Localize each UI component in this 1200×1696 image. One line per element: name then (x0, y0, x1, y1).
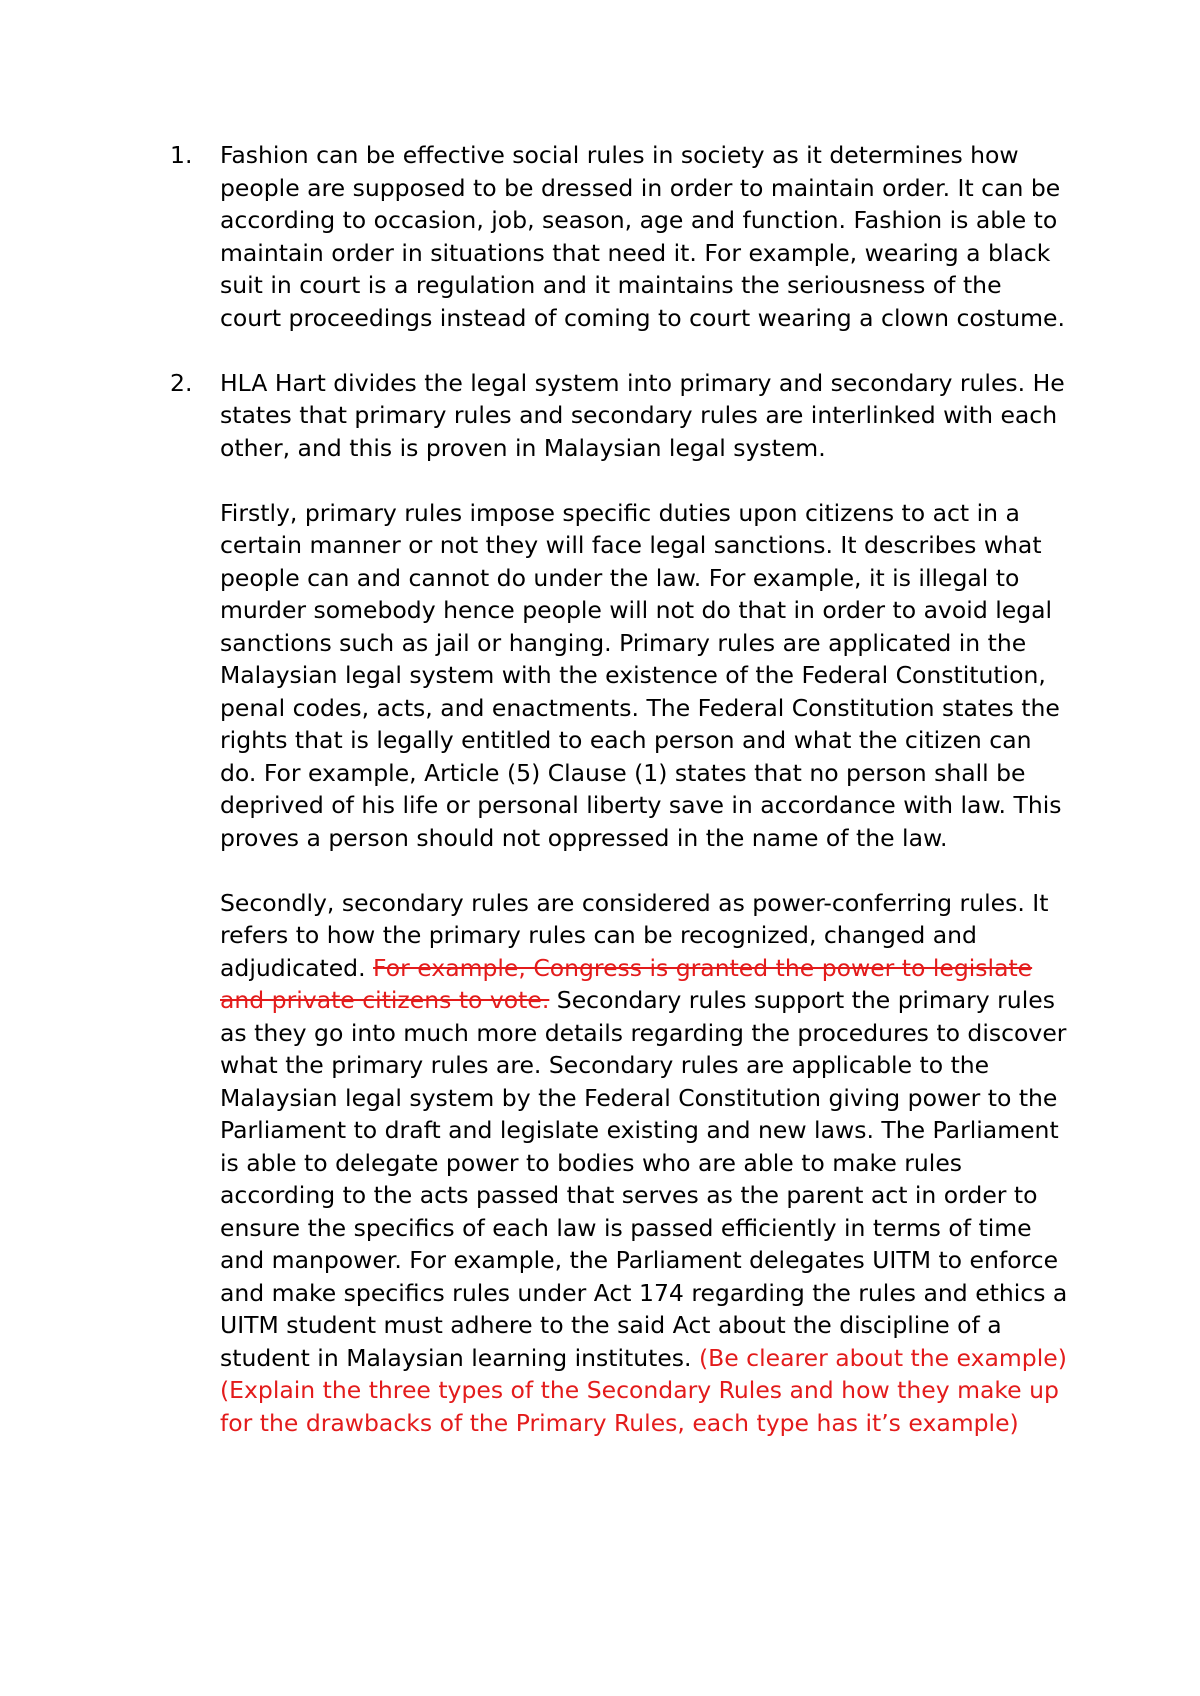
hart-intro-paragraph: HLA Hart divides the legal system into primary and secondary rules. He states that primary rules and secondary rules are interlinked with each other, and this is proven in Malaysian legal system. (220, 368, 1065, 462)
reviewer-comment: (Be clearer about the example) (Explain the three types of the Secondary Rules and how they make up for the drawbacks of the Primary Rules, each type has it’s example) (220, 1343, 1067, 1437)
secondary-rules-text-after: Secondary rules support the primary rules as they go into much more details regarding the procedures to discover what the primary rules are. Secondary rules are applicable to the Malaysian legal system by the Federal Constitution giving power to the Parliament to draft and legislate existing and new laws. The Parliament is able to delegate power to bodies who are able to make rules according to the acts passed that serves as the parent act in order to ensure the specifics of each law is passed efficiently in terms of time and manpower. For example, the Parliament delegates UITM to enforce and make specifics rules under Act 174 regarding the rules and ethics a UITM student must adhere to the said Act about the discipline of a student in Malaysian learning institutes. (220, 986, 1068, 1372)
primary-rules-paragraph: Firstly, primary rules impose specific duties upon citizens to act in a certain manner or not they will face legal sanctions. It describes what people can and cannot do under the law. For example, it is illegal to murder somebody hence people will not do that in order to avoid legal sanctions such as jail or hanging. Primary rules are applicated in the Malaysian legal system with the existence of the Federal Constitution, penal codes, acts, and enactments. The Federal Constitution states the rights that is legally entitled to each person and what the citizen can do. For example, Article (5) Clause (1) states that no person shall be deprived of his life or personal liberty save in accordance with law. This proves a person should not oppressed in the name of the law. (220, 498, 1062, 852)
secondary-rules-paragraph (220, 887, 1070, 1440)
list-item-2 (170, 367, 1070, 1440)
list-number: 1. (170, 141, 193, 169)
struck-through-text: For example, Congress is granted the power to legislate and private citizens to vote. (220, 953, 1033, 1014)
fashion-paragraph: Fashion can be effective social rules in society as it determines how people are supposed to be dressed in order to maintain order. It can be according to occasion, job, season, age and function. Fashion is able to maintain order in situations that need it. For example, wearing a black suit in court is a regulation and it maintains the seriousness of the court proceedings instead of coming to court wearing a clown costume. (220, 141, 1065, 332)
secondary-rules-text-before: Secondly, secondary rules are considered as power-conferring rules. It refers to how the primary rules can be recognized, changed and adjudicated. (220, 888, 1049, 982)
numbered-list (170, 139, 1070, 1439)
list-item-1 (170, 139, 1070, 334)
list-number: 2. (170, 368, 193, 397)
